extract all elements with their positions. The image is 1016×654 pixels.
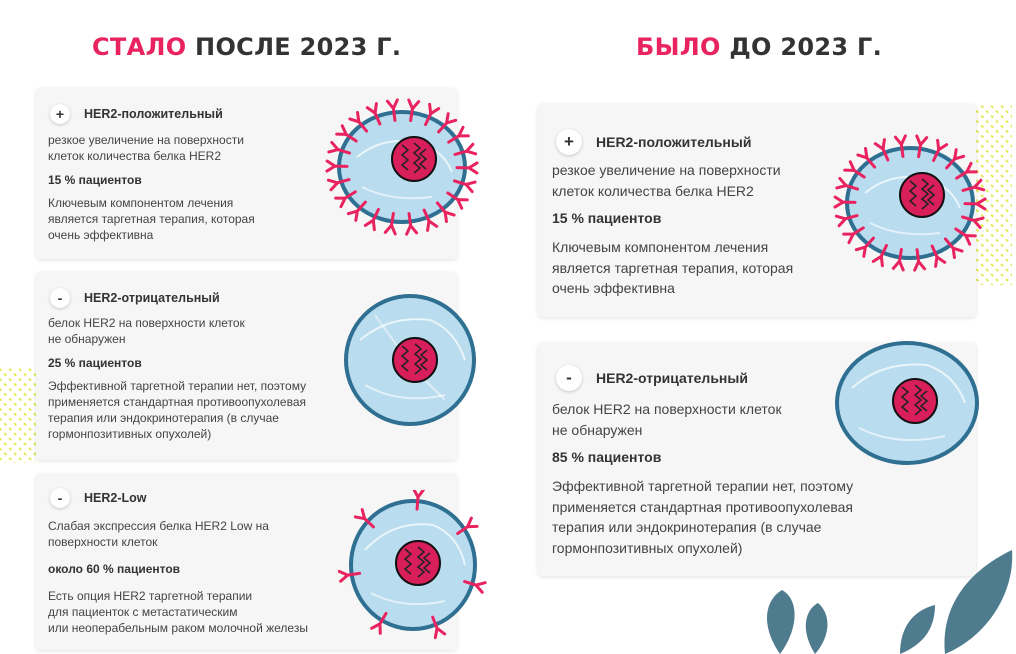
heading-rest: ПОСЛЕ 2023 Г. xyxy=(186,33,402,61)
receptor-mark xyxy=(917,250,919,262)
minus-badge: - xyxy=(556,365,582,391)
receptor-mark xyxy=(469,163,477,168)
receptor-mark xyxy=(919,262,925,269)
card-note-line: очень эффективна xyxy=(48,228,154,242)
card-desc-line: поверхности клеток xyxy=(48,535,158,549)
card-desc-line: белок HER2 на поверхности клеток xyxy=(552,401,782,417)
card-note-line: является таргетная терапия, которая xyxy=(48,212,255,226)
heading-accent: БЫЛО xyxy=(636,33,721,61)
heading-after-2023 xyxy=(92,33,401,61)
plus-badge: + xyxy=(50,104,70,124)
receptor-mark xyxy=(955,150,957,159)
receptor-mark xyxy=(429,221,437,226)
receptor-mark xyxy=(331,183,337,190)
card-desc-line: клеток количества белка HER2 xyxy=(552,182,754,199)
receptor-mark xyxy=(839,219,845,226)
card-desc-line: не обнаружен xyxy=(552,421,643,438)
receptor-mark xyxy=(881,256,882,265)
minus-badge: - xyxy=(50,288,70,308)
card-note-line: Ключевым компонентом лечения xyxy=(48,196,234,210)
receptor-mark xyxy=(974,218,983,220)
receptor-mark xyxy=(367,108,375,113)
receptor-mark xyxy=(447,114,449,123)
card-percent: около 60 % пациентов xyxy=(48,562,181,576)
receptor-mark xyxy=(411,109,413,121)
card-note-line: является таргетная терапия, которая xyxy=(552,259,794,276)
card-note-line: Эффективной таргетной терапии нет, поэтому xyxy=(552,478,854,494)
card-note-line: терапия или эндокринотерапия (в случае xyxy=(48,411,279,425)
receptor-mark xyxy=(414,490,418,497)
receptor-mark xyxy=(901,144,903,156)
receptor-mark xyxy=(373,220,374,229)
receptor-mark xyxy=(430,104,431,113)
heading-before-2023 xyxy=(636,33,882,61)
receptor-mark xyxy=(900,261,904,270)
receptor-mark xyxy=(392,213,394,225)
receptor-mark xyxy=(835,202,843,207)
card-desc-line: не обнаружен xyxy=(48,332,126,346)
her2-negative-cell-icon xyxy=(832,338,982,468)
card-note-line: очень эффективна xyxy=(552,280,675,296)
receptor-mark xyxy=(467,144,473,151)
card-note-line: Эффективной таргетной терапии нет, поэтому xyxy=(48,379,307,393)
card-title: HER2-положительный xyxy=(596,134,752,150)
card-title: HER2-отрицательный xyxy=(84,291,220,305)
receptor-mark xyxy=(417,497,418,509)
receptor-mark xyxy=(355,517,364,519)
receptor-mark xyxy=(411,226,417,233)
her2-positive-cell-icon xyxy=(322,92,482,242)
receptor-mark xyxy=(937,257,945,262)
receptor-mark xyxy=(356,211,358,220)
receptor-mark xyxy=(900,249,902,261)
card-title: HER2-Low xyxy=(84,491,147,505)
leaf-decoration xyxy=(750,545,1016,654)
card-title: HER2-отрицательный xyxy=(596,370,748,386)
her2-positive-cell-icon xyxy=(830,128,990,278)
receptor-mark xyxy=(864,247,866,256)
receptor-mark xyxy=(895,137,901,144)
receptor-mark xyxy=(437,628,445,634)
receptor-mark xyxy=(837,186,846,188)
receptor-mark xyxy=(875,144,883,149)
card-note-line: для пациенток с метастатическим xyxy=(48,605,238,619)
card-note-line: терапия или эндокринотерапия (в случае xyxy=(552,519,822,535)
card-note-line: применяется стандартная противоопухолевая xyxy=(552,498,853,515)
receptor-mark xyxy=(466,182,475,184)
receptor-mark xyxy=(938,140,939,149)
receptor-mark xyxy=(919,145,921,157)
receptor-mark xyxy=(977,199,985,204)
card-percent: 15 % пациентов xyxy=(48,173,142,187)
card-desc-line: белок HER2 на поверхности клеток xyxy=(48,316,245,330)
receptor-mark xyxy=(917,136,921,145)
receptor-mark xyxy=(387,101,393,108)
receptor-mark xyxy=(409,100,413,109)
plus-badge: + xyxy=(556,129,582,155)
card-desc-line: Слабая экспрессия белка HER2 Low на xyxy=(48,519,269,533)
receptor-mark xyxy=(341,575,348,581)
card-desc-line: резкое увеличение на поверхности xyxy=(48,133,244,147)
card-note-line: Есть опция HER2 таргетной терапии xyxy=(48,589,253,603)
heading-rest: ДО 2023 Г. xyxy=(720,33,883,61)
her2-low-cell-icon xyxy=(338,490,488,640)
receptor-mark xyxy=(392,225,396,234)
dotted-pattern-decoration xyxy=(0,368,40,463)
card-title: HER2-положительный xyxy=(84,107,223,121)
receptor-mark xyxy=(329,150,338,152)
minus-badge: - xyxy=(50,488,70,508)
card-note-line: применяется стандартная противоопухолевая xyxy=(48,395,306,409)
heading-accent: СТАЛО xyxy=(92,33,187,61)
card-percent: 85 % пациентов xyxy=(552,449,662,465)
receptor-mark xyxy=(348,573,360,575)
card-note-line: гормонпозитивных опухолей) xyxy=(552,539,743,556)
receptor-mark xyxy=(327,166,335,171)
receptor-mark xyxy=(409,214,411,226)
card-note-line: Ключевым компонентом лечения xyxy=(552,239,769,255)
card-percent: 15 % пациентов xyxy=(552,210,662,226)
card-desc-line: резкое увеличение на поверхности xyxy=(552,162,781,178)
card-desc-line: клеток количества белка HER2 xyxy=(48,149,221,163)
card-note-line: гормонпозитивных опухолей) xyxy=(48,427,212,441)
card-percent: 25 % пациентов xyxy=(48,356,142,370)
her2-negative-cell-icon xyxy=(340,290,480,430)
receptor-mark xyxy=(476,583,485,585)
receptor-mark xyxy=(975,180,981,187)
card-note-line: или неоперабельным раком молочной железы xyxy=(48,621,308,635)
receptor-mark xyxy=(393,108,395,120)
